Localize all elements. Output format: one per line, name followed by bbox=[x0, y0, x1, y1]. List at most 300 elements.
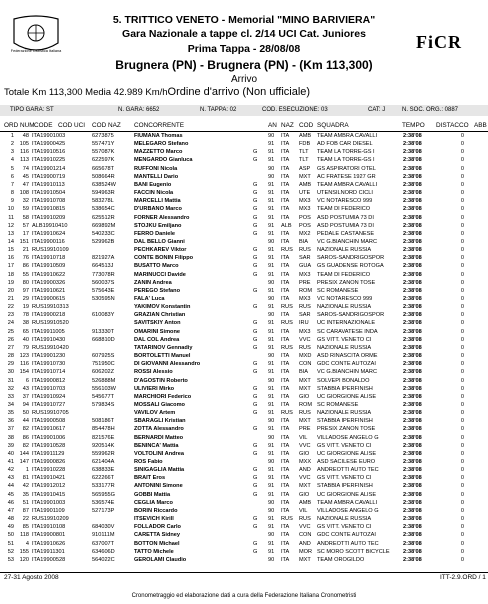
cell-squadra: VC NOTARESCO 999 bbox=[317, 296, 373, 302]
cell-ord: 25 bbox=[7, 328, 14, 335]
cell-ord: 12 bbox=[7, 222, 14, 229]
cell-concorrente: MARINUCCI Davide bbox=[134, 271, 186, 278]
cell-category-flag: G bbox=[253, 328, 258, 335]
cell-num: 94 bbox=[22, 401, 29, 408]
cell-ord: 33 bbox=[7, 393, 14, 400]
cell-distacco: 0 bbox=[460, 532, 464, 539]
cell-cod-squadra: MX3 bbox=[299, 206, 311, 213]
cell-concorrente: BORIN Riccardo bbox=[134, 507, 178, 514]
cell-cod-squadra: MXT bbox=[299, 173, 311, 180]
cell-anno: 91 bbox=[268, 548, 275, 555]
table-row bbox=[0, 557, 488, 565]
cell-cod-squadra: PRE bbox=[299, 279, 311, 286]
cell-cod-squadra: VVC bbox=[299, 336, 311, 343]
table-row bbox=[0, 255, 488, 263]
cell-nazione: ITA bbox=[281, 238, 290, 245]
cell-category-flag: G bbox=[253, 491, 258, 498]
table-row bbox=[0, 426, 488, 434]
cell-squadra: ASD POSTUMIA 73 DI bbox=[317, 214, 374, 221]
cell-anno: 90 bbox=[268, 173, 275, 180]
cell-distacco: 0 bbox=[460, 296, 464, 302]
cell-anno: 90 bbox=[268, 499, 275, 506]
cell-distacco: 0 bbox=[460, 287, 464, 294]
cell-cod-naz: 913330T bbox=[92, 328, 115, 335]
cell-anno: 91 bbox=[268, 328, 275, 335]
cell-num: 22 bbox=[22, 516, 29, 523]
cell-nazione: ITA bbox=[281, 206, 290, 213]
cell-squadra: GDC CONTE AUTOZAI bbox=[317, 361, 376, 368]
cell-tempo: 2:38'08 bbox=[403, 173, 422, 180]
cell-squadra: TEAM AMBRA CAVALLI bbox=[317, 133, 378, 139]
cell-tempo: 2:38'08 bbox=[403, 255, 422, 262]
cell-cod-squadra: VVC bbox=[299, 475, 311, 482]
cell-concorrente: FERRO Daniele bbox=[134, 230, 176, 237]
km-line bbox=[4, 86, 310, 98]
cell-tempo: 2:38'08 bbox=[403, 141, 422, 148]
cell-squadra: PEDALE CASTANESE bbox=[317, 230, 375, 237]
cell-cod-squadra: SAR bbox=[299, 312, 311, 319]
cell-anno: 90 bbox=[268, 459, 275, 465]
cell-distacco: 0 bbox=[460, 426, 464, 433]
cell-nazione: ITA bbox=[281, 173, 290, 180]
cell-tempo: 2:38'08 bbox=[403, 385, 422, 392]
cell-ord: 49 bbox=[7, 524, 14, 531]
cell-category-flag: G bbox=[253, 149, 258, 156]
cell-distacco: 0 bbox=[460, 206, 464, 213]
cell-cod-squadra: FDB bbox=[299, 141, 311, 148]
cell-ord: 39 bbox=[7, 442, 14, 449]
cell-ord: 36 bbox=[7, 418, 14, 425]
cell-tempo: 2:38'08 bbox=[403, 353, 422, 360]
cell-num: 79 bbox=[22, 344, 29, 351]
cell-ord: 26 bbox=[7, 336, 14, 343]
cell-nazione: ITA bbox=[281, 401, 290, 408]
cell-cod-squadra: AND bbox=[299, 540, 311, 547]
cell-tempo: 2:38'08 bbox=[403, 361, 422, 368]
cell-distacco: 0 bbox=[460, 418, 464, 425]
cell-ord: 21 bbox=[7, 296, 14, 302]
cell-cod-naz: 669892M bbox=[92, 222, 116, 229]
cell-code: RUS19910520 bbox=[32, 320, 69, 327]
cell-nazione: ITA bbox=[281, 149, 290, 156]
cell-concorrente: MENGARDO Gianluca bbox=[134, 157, 193, 164]
cell-num: 58 bbox=[22, 214, 29, 221]
col-tempo: TEMPO bbox=[402, 122, 425, 129]
cell-cod-squadra: POS bbox=[299, 214, 311, 221]
cell-squadra: ANDREOTTI AUTO TEC bbox=[317, 467, 379, 474]
cell-cod-squadra: RUS bbox=[299, 344, 311, 351]
cell-cod-naz: 538654C bbox=[92, 206, 115, 213]
cell-ord: 16 bbox=[7, 255, 14, 262]
cell-cod-naz: 920514K bbox=[92, 442, 115, 449]
cell-tempo: 2:38'08 bbox=[403, 393, 422, 400]
cell-code: ITA19910421 bbox=[32, 475, 66, 482]
cell-ord: 51 bbox=[7, 540, 14, 547]
cell-nazione: RUS bbox=[281, 516, 293, 523]
cell-anno: 91 bbox=[268, 426, 275, 433]
cell-category-flag: G bbox=[253, 255, 258, 262]
cell-squadra: STABBIA IPERFINISH bbox=[317, 418, 373, 425]
cell-distacco: 0 bbox=[460, 401, 464, 408]
cell-nazione: ITA bbox=[281, 475, 290, 482]
cell-anno: 90 bbox=[268, 279, 275, 286]
cell-code: ITA19910617 bbox=[32, 426, 66, 433]
cell-tempo: 2:38'08 bbox=[403, 214, 422, 221]
cell-anno: 91 bbox=[268, 287, 275, 294]
cell-ord: 20 bbox=[7, 287, 14, 294]
cell-distacco: 0 bbox=[460, 483, 464, 490]
table-row bbox=[0, 475, 488, 483]
cell-squadra: TEAM AMBRA CAVALLI bbox=[317, 499, 378, 506]
cell-cod-naz: 508186T bbox=[92, 418, 115, 425]
cell-category-flag: G bbox=[253, 524, 258, 531]
cell-nazione: ITA bbox=[281, 491, 290, 498]
cell-cod-squadra: POS bbox=[299, 222, 311, 229]
cell-anno: 90 bbox=[268, 532, 275, 539]
cell-nazione: ITA bbox=[281, 181, 290, 188]
cell-code: ITA19901003 bbox=[32, 133, 66, 139]
cell-nazione: RUS bbox=[281, 304, 293, 311]
fci-logo-text: Federazione Ciclistica Italiana bbox=[10, 49, 62, 53]
cell-tempo: 2:38'08 bbox=[403, 507, 422, 514]
cell-code: ITA19910708 bbox=[32, 198, 66, 205]
cell-cod-naz: 557471Y bbox=[92, 141, 115, 148]
cell-anno: 91 bbox=[268, 222, 275, 229]
cell-tempo: 2:38'08 bbox=[403, 238, 422, 245]
cell-distacco: 0 bbox=[460, 442, 464, 449]
cell-category-flag: G bbox=[253, 410, 258, 417]
cell-ord: 2 bbox=[10, 141, 14, 148]
cell-category-flag: G bbox=[253, 336, 258, 343]
cell-category-flag: G bbox=[253, 263, 258, 270]
cell-nazione: ITA bbox=[281, 214, 290, 221]
cell-cod-squadra: GIO bbox=[299, 491, 310, 498]
cell-anno: 91 bbox=[268, 247, 275, 254]
cell-tempo: 2:38'08 bbox=[403, 336, 422, 343]
cell-cod-squadra: VVC bbox=[299, 442, 311, 449]
table-row bbox=[0, 263, 488, 271]
table-row bbox=[0, 435, 488, 443]
cell-code: ITA19910516 bbox=[32, 149, 66, 156]
cell-concorrente: BOTTON Michael bbox=[134, 540, 180, 547]
cell-anno: 90 bbox=[268, 165, 275, 172]
cell-tempo: 2:38'08 bbox=[403, 271, 422, 278]
cell-code: ITA19910509 bbox=[32, 263, 66, 270]
cell-distacco: 0 bbox=[460, 524, 464, 531]
cell-num: 38 bbox=[22, 320, 29, 327]
cell-concorrente: ROSSI Alessio bbox=[134, 369, 173, 376]
cell-code: ITA19901230 bbox=[32, 353, 66, 360]
cell-anno: 91 bbox=[268, 516, 275, 523]
cell-concorrente: GOBBI Mattia bbox=[134, 491, 171, 498]
cell-concorrente: PEREGO Stefano bbox=[134, 287, 181, 294]
cell-cod-naz: 665678T bbox=[92, 165, 115, 172]
table-row bbox=[0, 492, 488, 500]
table-row bbox=[0, 516, 488, 524]
cell-squadra: TEAM LA TORRE-GS I bbox=[317, 149, 375, 156]
table-row bbox=[0, 402, 488, 410]
cell-nazione: ITA bbox=[281, 540, 290, 547]
cell-anno: 91 bbox=[268, 369, 275, 376]
cell-ord: 41 bbox=[7, 459, 14, 465]
cell-anno: 91 bbox=[268, 304, 275, 311]
cell-category-flag: G bbox=[253, 467, 258, 474]
cell-num: 147 bbox=[19, 459, 29, 465]
cell-num: 48 bbox=[22, 133, 29, 139]
table-row bbox=[0, 198, 488, 206]
cell-tempo: 2:38'08 bbox=[403, 434, 422, 441]
cell-cod-squadra: AMB bbox=[299, 181, 312, 188]
cell-anno: 90 bbox=[268, 418, 275, 425]
cell-category-flag: G bbox=[253, 181, 258, 188]
cell-num: 82 bbox=[22, 426, 29, 433]
table-row bbox=[0, 337, 488, 345]
cell-tempo: 2:38'08 bbox=[403, 442, 422, 449]
cell-concorrente: GEROLAMI Claudio bbox=[134, 556, 187, 563]
cell-distacco: 0 bbox=[460, 198, 464, 205]
cell-concorrente: MARCELLI Mattia bbox=[134, 198, 181, 205]
cell-concorrente: ZOTTA Alessandro bbox=[134, 426, 184, 433]
cell-num: 17 bbox=[22, 230, 29, 237]
cell-cod-naz: 607925S bbox=[92, 353, 115, 360]
cell-ord: 1 bbox=[10, 133, 14, 139]
cell-ord: 45 bbox=[7, 491, 14, 498]
cell-distacco: 0 bbox=[460, 181, 464, 188]
cell-tempo: 2:38'08 bbox=[403, 532, 422, 539]
cell-nazione: ITA bbox=[281, 165, 290, 172]
cell-cod-naz: 583278L bbox=[92, 198, 114, 205]
table-row bbox=[0, 524, 488, 532]
cell-squadra: ANDREOTTI AUTO TEC bbox=[317, 540, 379, 547]
cell-anno: 90 bbox=[268, 296, 275, 302]
cell-distacco: 0 bbox=[460, 165, 464, 172]
cell-anno: 91 bbox=[268, 475, 275, 482]
cell-squadra: ASD POSTUMIA 73 DI bbox=[317, 222, 374, 229]
table-row bbox=[0, 166, 488, 174]
cell-nazione: ITA bbox=[281, 255, 290, 262]
cell-distacco: 0 bbox=[460, 133, 464, 139]
cell-category-flag: G bbox=[253, 304, 258, 311]
cell-ord: 10 bbox=[7, 206, 14, 213]
cell-tempo: 2:38'08 bbox=[403, 459, 422, 465]
table-row bbox=[0, 549, 488, 557]
cell-num: 120 bbox=[19, 556, 29, 563]
cell-cod-squadra: MXD bbox=[299, 353, 312, 360]
cell-squadra: TEAM DI FEDERICO bbox=[317, 206, 371, 213]
cell-anno: 91 bbox=[268, 483, 275, 490]
table-row bbox=[0, 361, 488, 369]
cell-distacco: 0 bbox=[460, 157, 464, 164]
cell-nazione: RUS bbox=[281, 410, 293, 417]
cell-cod-squadra: CON bbox=[299, 361, 312, 368]
cell-squadra: SC MORO SCOTT BICYCLE bbox=[317, 548, 390, 555]
race-category: Gara Nazionale a tappe cl. 2/14 UCI Cat. Juniores bbox=[122, 28, 366, 40]
cell-concorrente: ROS Fabio bbox=[134, 459, 163, 465]
cell-code: ITA19900801 bbox=[32, 532, 66, 539]
cell-squadra: UC GIORGIONE ALISE bbox=[317, 491, 377, 498]
km-text: Totale Km 113,300 Media 42.989 Km/h bbox=[4, 87, 168, 98]
col-abb: ABB bbox=[474, 122, 487, 129]
cell-cod-squadra: RUS bbox=[299, 247, 311, 254]
table-row bbox=[0, 394, 488, 402]
cell-tempo: 2:38'08 bbox=[403, 320, 422, 327]
col-naz: NAZ bbox=[281, 122, 294, 129]
cell-distacco: 0 bbox=[460, 393, 464, 400]
cell-squadra: VILLADOSE ANGELO G bbox=[317, 434, 379, 441]
table-row bbox=[0, 223, 488, 231]
cell-code: ITA19901006 bbox=[32, 434, 66, 441]
cell-concorrente: RUFFONI Nicola bbox=[134, 165, 178, 172]
cell-num: 105 bbox=[19, 141, 29, 148]
cell-code: ITA19901214 bbox=[32, 165, 66, 172]
cell-num: 87 bbox=[22, 507, 29, 514]
cell-cod-naz: 854478H bbox=[92, 426, 115, 433]
cell-tempo: 2:38'08 bbox=[403, 491, 422, 498]
cell-distacco: 0 bbox=[460, 540, 464, 547]
cell-category-flag: G bbox=[253, 230, 258, 237]
cell-concorrente: FIUMANA Thomas bbox=[134, 133, 183, 139]
cell-anno: 91 bbox=[268, 385, 275, 392]
table-row bbox=[0, 508, 488, 516]
cell-num: 43 bbox=[22, 385, 29, 392]
col-ord: ORD bbox=[4, 122, 19, 129]
cell-distacco: 0 bbox=[460, 450, 464, 457]
cell-squadra: SC ROMANESE bbox=[317, 287, 359, 294]
cell-category-flag: G bbox=[253, 393, 258, 400]
table-row bbox=[0, 190, 488, 198]
cell-anno: 90 bbox=[268, 353, 275, 360]
table-row bbox=[0, 272, 488, 280]
cell-num: 78 bbox=[22, 312, 29, 319]
table-row bbox=[0, 206, 488, 214]
cell-code: ITA19910113 bbox=[32, 181, 65, 188]
cell-nazione: ITA bbox=[281, 336, 290, 343]
cell-num: 65 bbox=[22, 328, 29, 335]
cell-anno: 90 bbox=[268, 434, 275, 441]
cell-code: ITA19911129 bbox=[32, 450, 65, 457]
cell-distacco: 0 bbox=[460, 238, 464, 245]
cell-num: 57 bbox=[22, 222, 29, 229]
cell-num: 21 bbox=[22, 247, 29, 254]
cell-distacco: 0 bbox=[460, 312, 464, 319]
cell-num: 81 bbox=[22, 475, 29, 482]
cell-cod-squadra: GIO bbox=[299, 450, 310, 457]
cell-cod-naz: 622266T bbox=[92, 475, 115, 482]
cell-distacco: 0 bbox=[460, 353, 464, 360]
cell-distacco: 0 bbox=[460, 320, 464, 327]
cell-cod-squadra: MXT bbox=[299, 483, 311, 490]
cell-distacco: 0 bbox=[460, 516, 464, 523]
cell-category-flag: G bbox=[253, 450, 258, 457]
cell-tempo: 2:38'08 bbox=[403, 222, 422, 229]
cell-concorrente: BRAIT Eros bbox=[134, 475, 166, 482]
cell-concorrente: BANI Eugenio bbox=[134, 181, 172, 188]
footer-date: 27-31 Agosto 2008 bbox=[4, 574, 59, 581]
cell-ord: 9 bbox=[10, 198, 14, 205]
cell-anno: 90 bbox=[268, 238, 275, 245]
cell-cod-squadra: AND bbox=[299, 467, 311, 474]
cell-anno: 91 bbox=[268, 214, 275, 221]
cell-concorrente: BORTOLETTI Manuel bbox=[134, 353, 191, 360]
cell-num: 59 bbox=[22, 206, 29, 213]
cell-cod-naz: 606202Z bbox=[92, 369, 115, 376]
header-divider bbox=[0, 131, 488, 132]
cell-cod-squadra: GUA bbox=[299, 263, 312, 270]
table-row bbox=[0, 410, 488, 418]
cell-distacco: 0 bbox=[460, 271, 464, 278]
cell-distacco: 0 bbox=[460, 344, 464, 351]
cell-ord: 37 bbox=[7, 426, 14, 433]
cell-code: ITA19910528 bbox=[32, 442, 66, 449]
cell-code: ITA19910225 bbox=[32, 157, 66, 164]
cell-code: ITA19900826 bbox=[32, 459, 66, 465]
cell-nazione: ITA bbox=[281, 385, 290, 392]
cell-tempo: 2:38'08 bbox=[403, 475, 422, 482]
cell-ord: 19 bbox=[7, 279, 14, 286]
cell-distacco: 0 bbox=[460, 149, 464, 156]
cell-ord: 50 bbox=[7, 532, 14, 539]
cell-ord: 23 bbox=[7, 312, 14, 319]
cell-anno: 91 bbox=[268, 491, 275, 498]
cell-concorrente: FOLLADOR Carlo bbox=[134, 524, 181, 531]
cell-num: 86 bbox=[22, 434, 29, 441]
cell-code: ITA19910714 bbox=[32, 369, 66, 376]
cell-code: ALB19910410 bbox=[32, 222, 68, 229]
cell-distacco: 0 bbox=[460, 247, 464, 254]
cell-anno: 91 bbox=[268, 442, 275, 449]
cell-squadra: GS VITT. VENETO CI bbox=[317, 336, 372, 343]
table-row bbox=[0, 386, 488, 394]
cell-cod-naz: 6273875 bbox=[92, 133, 114, 139]
cell-num: 76 bbox=[22, 255, 29, 262]
ficr-logo-text: FiCR bbox=[416, 32, 462, 52]
cell-squadra: AC FRATESE 1927 GR bbox=[317, 173, 376, 180]
cell-distacco: 0 bbox=[460, 328, 464, 335]
cell-anno: 91 bbox=[268, 271, 275, 278]
cell-cod-naz: 536574E bbox=[92, 499, 115, 506]
footer-credit: Cronometraggio ed elaborazione dati a cura della Federazione Italiana Cronometristi bbox=[131, 593, 357, 599]
cell-cod-squadra: MXX bbox=[299, 459, 312, 465]
cell-code: ITA19910815 bbox=[32, 206, 66, 213]
cell-nazione: ITA bbox=[281, 377, 290, 384]
cell-squadra: SC ROMANESE bbox=[317, 401, 359, 408]
cell-cod-squadra: SAR bbox=[299, 255, 311, 262]
cell-code: ITA19910622 bbox=[32, 271, 66, 278]
table-row bbox=[0, 296, 488, 304]
cell-cod-naz: 560037S bbox=[92, 279, 115, 286]
cell-cod-naz: 530595N bbox=[92, 296, 115, 302]
cell-nazione: ITA bbox=[281, 287, 290, 294]
table-row bbox=[0, 215, 488, 223]
cell-cod-naz: 637007T bbox=[92, 540, 115, 547]
cell-num: 32 bbox=[22, 198, 29, 205]
table-row bbox=[0, 304, 488, 312]
cell-code: ITA19912012 bbox=[32, 483, 66, 490]
cell-code: ITA19901109 bbox=[32, 507, 65, 514]
cell-code: ITA19910924 bbox=[32, 393, 66, 400]
table-row bbox=[0, 280, 488, 288]
cell-code: ITA19900116 bbox=[32, 238, 65, 245]
cell-cod-naz: 664513J bbox=[92, 263, 114, 270]
cell-concorrente: SINIGAGLIA Mattia bbox=[134, 467, 185, 474]
cell-anno: 90 bbox=[268, 377, 275, 384]
cell-num: 37 bbox=[22, 393, 29, 400]
cell-cod-squadra: MOR bbox=[299, 548, 313, 555]
cell-category-flag: G bbox=[253, 475, 258, 482]
cell-ord: 17 bbox=[7, 263, 14, 270]
footer-divider bbox=[0, 572, 488, 573]
cell-tempo: 2:38'08 bbox=[403, 483, 422, 490]
